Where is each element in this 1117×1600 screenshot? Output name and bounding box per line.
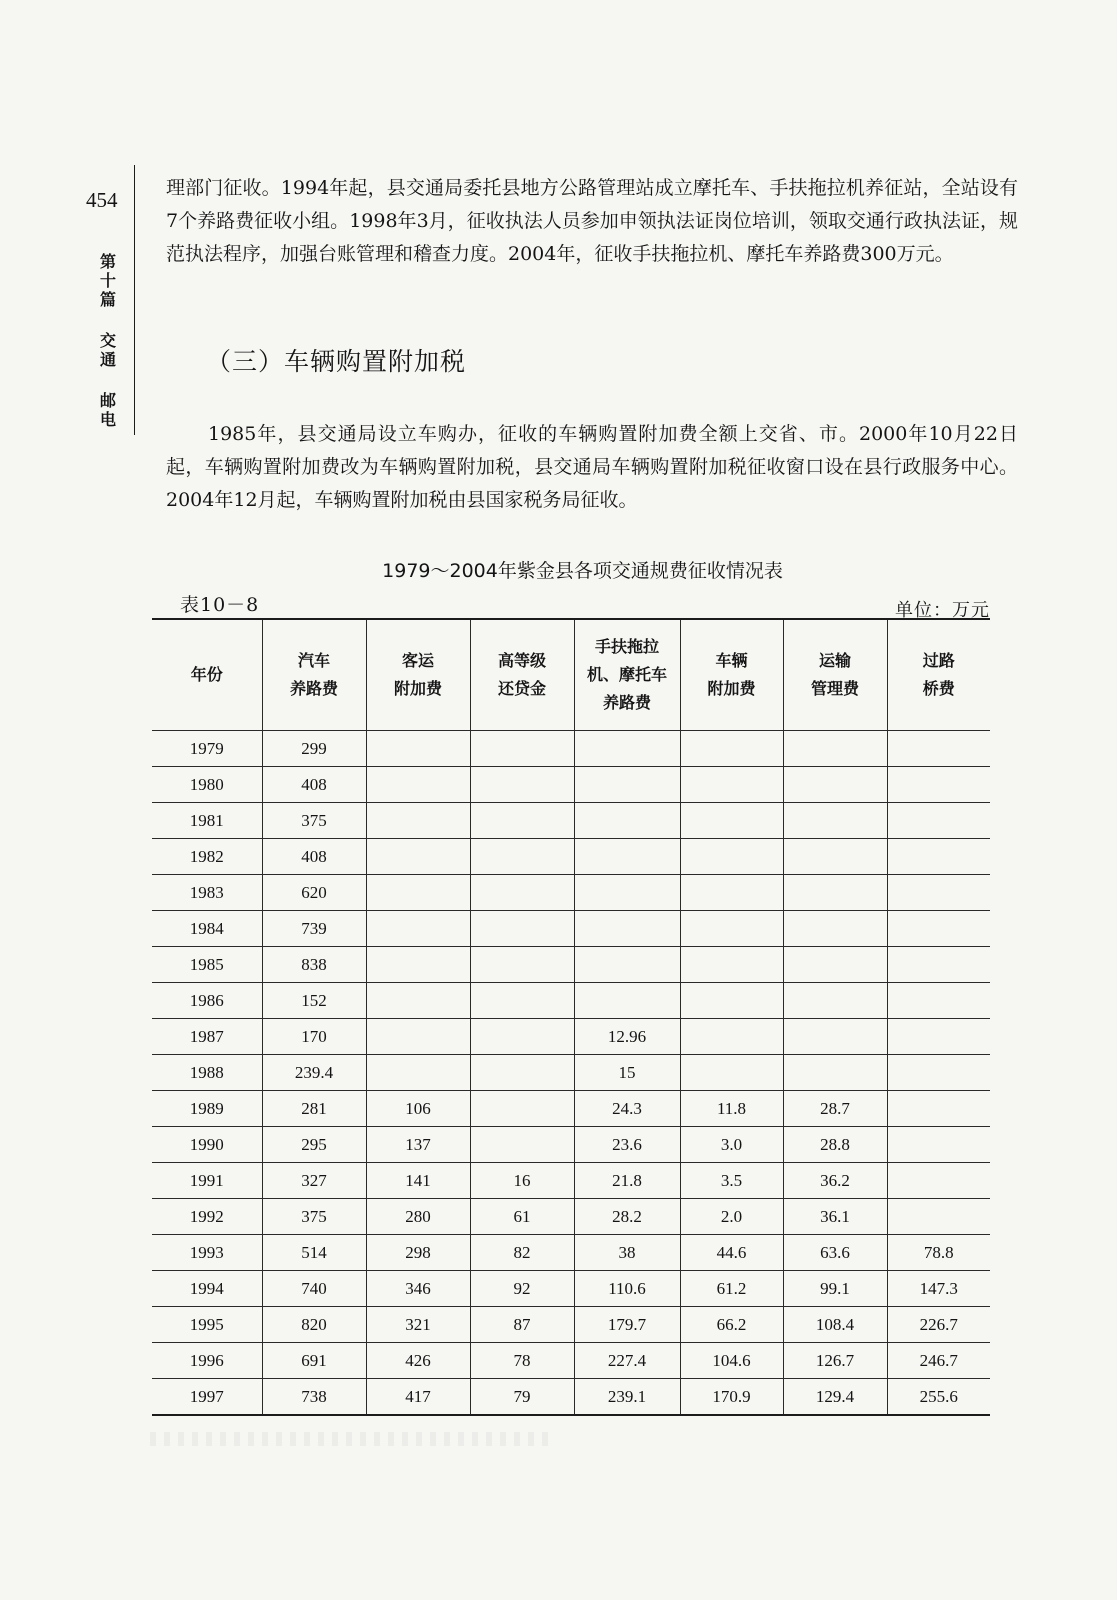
value-cell: 226.7 [887, 1307, 990, 1343]
value-cell [470, 1091, 574, 1127]
value-cell [680, 947, 783, 983]
table-row [152, 1127, 990, 1163]
value-cell [366, 911, 470, 947]
value-cell [887, 1163, 990, 1199]
value-cell [574, 803, 680, 839]
value-cell: 298 [366, 1235, 470, 1271]
value-cell: 28.2 [574, 1199, 680, 1235]
value-cell: 691 [262, 1343, 366, 1379]
value-cell [887, 839, 990, 875]
value-cell: 227.4 [574, 1343, 680, 1379]
value-cell: 738 [262, 1379, 366, 1416]
value-cell [366, 1055, 470, 1091]
value-cell [574, 731, 680, 767]
value-cell [470, 875, 574, 911]
value-cell [887, 983, 990, 1019]
year-cell: 1979 [152, 731, 262, 767]
column-header: 车辆 附加费 [680, 619, 783, 731]
value-cell: 375 [262, 803, 366, 839]
year-cell: 1989 [152, 1091, 262, 1127]
value-cell: 321 [366, 1307, 470, 1343]
value-cell [470, 767, 574, 803]
column-header: 过路 桥费 [887, 619, 990, 731]
value-cell: 2.0 [680, 1199, 783, 1235]
value-cell [783, 1019, 887, 1055]
value-cell: 838 [262, 947, 366, 983]
value-cell [470, 911, 574, 947]
value-cell: 152 [262, 983, 366, 1019]
scan-noise [150, 1432, 550, 1446]
value-cell: 99.1 [783, 1271, 887, 1307]
value-cell [783, 911, 887, 947]
table-row [152, 983, 990, 1019]
value-cell: 66.2 [680, 1307, 783, 1343]
value-cell [783, 839, 887, 875]
value-cell: 255.6 [887, 1379, 990, 1416]
fee-table [152, 618, 990, 1416]
table-row [152, 875, 990, 911]
year-cell: 1981 [152, 803, 262, 839]
value-cell: 375 [262, 1199, 366, 1235]
value-cell: 327 [262, 1163, 366, 1199]
value-cell: 23.6 [574, 1127, 680, 1163]
value-cell: 28.7 [783, 1091, 887, 1127]
value-cell: 295 [262, 1127, 366, 1163]
value-cell [680, 731, 783, 767]
value-cell: 78 [470, 1343, 574, 1379]
value-cell [783, 983, 887, 1019]
table-row [152, 1091, 990, 1127]
table-row [152, 1235, 990, 1271]
value-cell [680, 1055, 783, 1091]
value-cell [783, 1055, 887, 1091]
value-cell: 36.2 [783, 1163, 887, 1199]
value-cell: 11.8 [680, 1091, 783, 1127]
year-cell: 1994 [152, 1271, 262, 1307]
value-cell: 126.7 [783, 1343, 887, 1379]
value-cell: 79 [470, 1379, 574, 1416]
value-cell: 28.8 [783, 1127, 887, 1163]
value-cell: 15 [574, 1055, 680, 1091]
value-cell: 170.9 [680, 1379, 783, 1416]
value-cell [783, 803, 887, 839]
value-cell [574, 767, 680, 803]
value-cell: 82 [470, 1235, 574, 1271]
value-cell [470, 1019, 574, 1055]
value-cell: 426 [366, 1343, 470, 1379]
year-cell: 1985 [152, 947, 262, 983]
value-cell [887, 1091, 990, 1127]
value-cell: 239.1 [574, 1379, 680, 1416]
value-cell: 417 [366, 1379, 470, 1416]
value-cell [887, 1127, 990, 1163]
value-cell [366, 875, 470, 911]
value-cell [680, 983, 783, 1019]
value-cell: 78.8 [887, 1235, 990, 1271]
value-cell [887, 1199, 990, 1235]
value-cell [783, 875, 887, 911]
value-cell: 106 [366, 1091, 470, 1127]
value-cell [680, 803, 783, 839]
value-cell [783, 767, 887, 803]
value-cell [470, 731, 574, 767]
year-cell: 1986 [152, 983, 262, 1019]
value-cell: 3.0 [680, 1127, 783, 1163]
table-row [152, 767, 990, 803]
value-cell: 620 [262, 875, 366, 911]
value-cell [366, 947, 470, 983]
value-cell: 408 [262, 767, 366, 803]
year-cell: 1984 [152, 911, 262, 947]
chapter-marker [96, 252, 120, 451]
table-row [152, 1343, 990, 1379]
value-cell: 3.5 [680, 1163, 783, 1199]
value-cell: 63.6 [783, 1235, 887, 1271]
chapter-marker-subsection: 邮电 [99, 391, 116, 429]
value-cell: 24.3 [574, 1091, 680, 1127]
year-cell: 1997 [152, 1379, 262, 1416]
value-cell [574, 983, 680, 1019]
year-cell: 1992 [152, 1199, 262, 1235]
value-cell [887, 731, 990, 767]
value-cell [887, 1019, 990, 1055]
value-cell [366, 1019, 470, 1055]
table-row [152, 1199, 990, 1235]
value-cell: 38 [574, 1235, 680, 1271]
value-cell: 21.8 [574, 1163, 680, 1199]
table-row [152, 1163, 990, 1199]
value-cell: 108.4 [783, 1307, 887, 1343]
value-cell [887, 911, 990, 947]
value-cell: 739 [262, 911, 366, 947]
value-cell: 137 [366, 1127, 470, 1163]
table-row [152, 1271, 990, 1307]
value-cell [887, 767, 990, 803]
year-cell: 1988 [152, 1055, 262, 1091]
table-header-row [152, 619, 990, 731]
value-cell: 514 [262, 1235, 366, 1271]
value-cell [366, 839, 470, 875]
year-cell: 1990 [152, 1127, 262, 1163]
table-label: 表10－8 [180, 594, 260, 616]
year-cell: 1982 [152, 839, 262, 875]
margin-rule [134, 165, 135, 435]
chapter-marker-section: 交通 [99, 331, 116, 369]
value-cell [783, 947, 887, 983]
value-cell [680, 1019, 783, 1055]
table-row [152, 911, 990, 947]
column-header: 高等级 还贷金 [470, 619, 574, 731]
value-cell [887, 803, 990, 839]
table-unit: 单位：万元 [895, 600, 990, 621]
table-row [152, 1019, 990, 1055]
value-cell [574, 839, 680, 875]
paragraph-1: 理部门征收。1994年起，县交通局委托县地方公路管理站成立摩托车、手扶拖拉机养征站，全站设有7个养路费征收小组。1998年3月，征收执法人员参加申领执法证岗位培训，领取交通行政执法证，规范执法程序，加强台账管理和稽查力度。2004年，征收手扶拖拉机、摩托车养路费300万元。 [166, 177, 1018, 265]
table-title: 1979～2004年紫金县各项交通规费征收情况表 [382, 560, 783, 582]
value-cell: 44.6 [680, 1235, 783, 1271]
value-cell: 408 [262, 839, 366, 875]
value-cell [783, 731, 887, 767]
value-cell: 129.4 [783, 1379, 887, 1416]
value-cell: 820 [262, 1307, 366, 1343]
chapter-marker-part: 第十篇 [99, 252, 116, 309]
value-cell: 239.4 [262, 1055, 366, 1091]
value-cell: 346 [366, 1271, 470, 1307]
value-cell [574, 911, 680, 947]
table-body [152, 731, 990, 1416]
table-row [152, 839, 990, 875]
value-cell: 147.3 [887, 1271, 990, 1307]
value-cell [470, 803, 574, 839]
page-number: 454 [86, 188, 118, 212]
value-cell [366, 731, 470, 767]
value-cell [470, 839, 574, 875]
table-row [152, 1307, 990, 1343]
value-cell [366, 767, 470, 803]
value-cell [366, 803, 470, 839]
value-cell [574, 875, 680, 911]
year-cell: 1987 [152, 1019, 262, 1055]
value-cell [887, 1055, 990, 1091]
value-cell: 281 [262, 1091, 366, 1127]
value-cell: 87 [470, 1307, 574, 1343]
value-cell [887, 947, 990, 983]
column-header: 手扶拖拉 机、摩托车 养路费 [574, 619, 680, 731]
year-cell: 1980 [152, 767, 262, 803]
column-header: 客运 附加费 [366, 619, 470, 731]
value-cell: 16 [470, 1163, 574, 1199]
table-row [152, 1055, 990, 1091]
paragraph-2: 1985年，县交通局设立车购办，征收的车辆购置附加费全额上交省、市。2000年10月22日起，车辆购置附加费改为车辆购置附加税，县交通局车辆购置附加税征收窗口设在县行政服务中心。2004年12月起，车辆购置附加税由县国家税务局征收。 [166, 423, 1018, 511]
value-cell: 61.2 [680, 1271, 783, 1307]
value-cell [574, 947, 680, 983]
value-cell: 179.7 [574, 1307, 680, 1343]
value-cell: 246.7 [887, 1343, 990, 1379]
value-cell: 110.6 [574, 1271, 680, 1307]
table-row [152, 1379, 990, 1416]
table-row [152, 731, 990, 767]
column-header: 年份 [152, 619, 262, 731]
value-cell: 36.1 [783, 1199, 887, 1235]
value-cell: 12.96 [574, 1019, 680, 1055]
value-cell [470, 1055, 574, 1091]
value-cell [680, 911, 783, 947]
value-cell: 141 [366, 1163, 470, 1199]
column-header: 汽车 养路费 [262, 619, 366, 731]
value-cell [470, 1127, 574, 1163]
value-cell: 170 [262, 1019, 366, 1055]
value-cell: 104.6 [680, 1343, 783, 1379]
section-title: （三）车辆购置附加税 [206, 347, 467, 376]
value-cell [680, 839, 783, 875]
year-cell: 1995 [152, 1307, 262, 1343]
year-cell: 1993 [152, 1235, 262, 1271]
column-header: 运输 管理费 [783, 619, 887, 731]
value-cell: 740 [262, 1271, 366, 1307]
table-row [152, 803, 990, 839]
value-cell: 280 [366, 1199, 470, 1235]
value-cell: 92 [470, 1271, 574, 1307]
value-cell [680, 875, 783, 911]
year-cell: 1996 [152, 1343, 262, 1379]
year-cell: 1983 [152, 875, 262, 911]
value-cell [680, 767, 783, 803]
value-cell: 299 [262, 731, 366, 767]
table-row [152, 947, 990, 983]
value-cell [887, 875, 990, 911]
value-cell [470, 947, 574, 983]
value-cell [470, 983, 574, 1019]
value-cell: 61 [470, 1199, 574, 1235]
value-cell [366, 983, 470, 1019]
year-cell: 1991 [152, 1163, 262, 1199]
